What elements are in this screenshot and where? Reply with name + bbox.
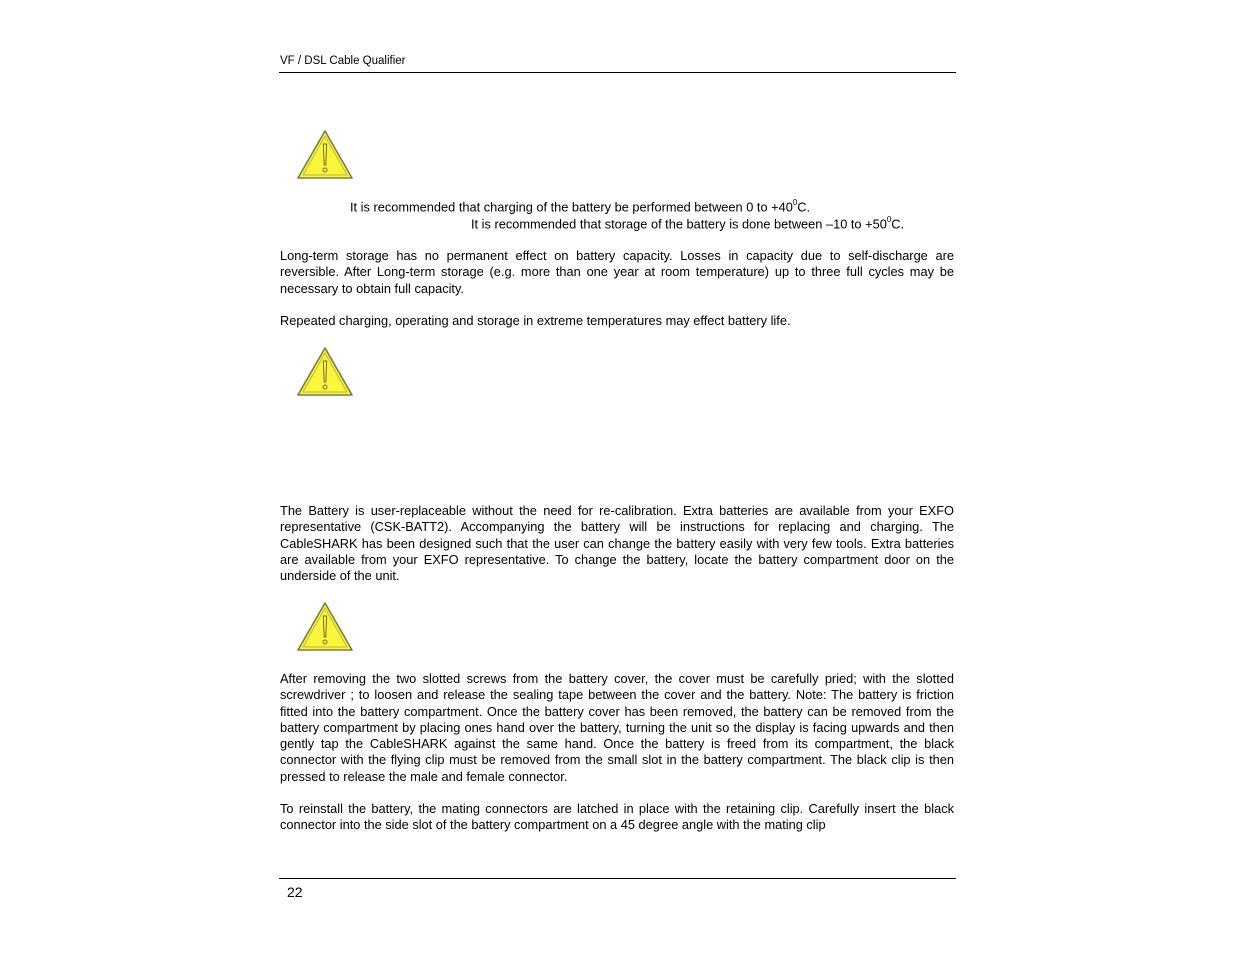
paragraph-removing-battery: After removing the two slotted screws from the battery cover, the cover must be carefully pried; with the slotted screwdriver ; to loosen and release the sealing tape between the cover and the battery. Note: The battery is friction fitted into the battery compartment. Once the battery cover has been removed, the battery can be removed from the battery compartment by placing ones hand over the battery, turning the unit so the display is facing upwards and then gently tap the CableSHARK against the same hand. Once the battery is freed from its compartment, the black connector with the flying clip must be removed from the small slot in the battery compartment. The black clip is then pressed to release the male and female connector. xyxy=(280,671,954,784)
paragraph-long-term-storage: Long-term storage has no permanent effect on battery capacity. Losses in capacity due to self-discharge are reversible. After Long-term storage (e.g. more than one year at room temperature) up to three full cycles may be necessary to obtain full capacity. xyxy=(280,248,954,296)
charging-note-unit: C. xyxy=(797,199,811,215)
footer-rule xyxy=(279,878,956,879)
storage-note xyxy=(471,216,904,231)
degree-superscript: 0 xyxy=(792,198,798,207)
page-number: 22 xyxy=(287,884,303,900)
paragraph-user-replaceable: The Battery is user-replaceable without the need for re-calibration. Extra batteries are available from your EXFO representative (CSK-BATT2). Accompanying the battery will be instructions for replacing and charging. The CableSHARK has been designed such that the user can change the battery easily with very few tools. Extra batteries are available from your EXFO representative. To change the battery, locate the battery compartment door on the underside of the unit. xyxy=(280,503,954,584)
degree-superscript: 0 xyxy=(886,215,892,224)
warning-icon xyxy=(296,346,354,398)
warning-icon xyxy=(296,601,354,653)
storage-note-unit: C. xyxy=(891,216,905,232)
paragraph-repeated-charging: Repeated charging, operating and storage in extreme temperatures may effect battery life. xyxy=(280,313,791,328)
header-rule xyxy=(279,72,956,73)
paragraph-reinstall-battery: To reinstall the battery, the mating connectors are latched in place with the retaining clip. Carefully insert the black connector into the side slot of the battery compartment on a 45 degree angle with the mating clip xyxy=(280,801,954,833)
charging-note-text: It is recommended that charging of the battery be performed between 0 to +40 xyxy=(350,199,793,215)
header-title: VF / DSL Cable Qualifier xyxy=(280,55,406,67)
charging-note xyxy=(350,199,810,214)
warning-icon xyxy=(296,129,354,181)
storage-note-text: It is recommended that storage of the battery is done between –10 to +50 xyxy=(471,216,887,232)
